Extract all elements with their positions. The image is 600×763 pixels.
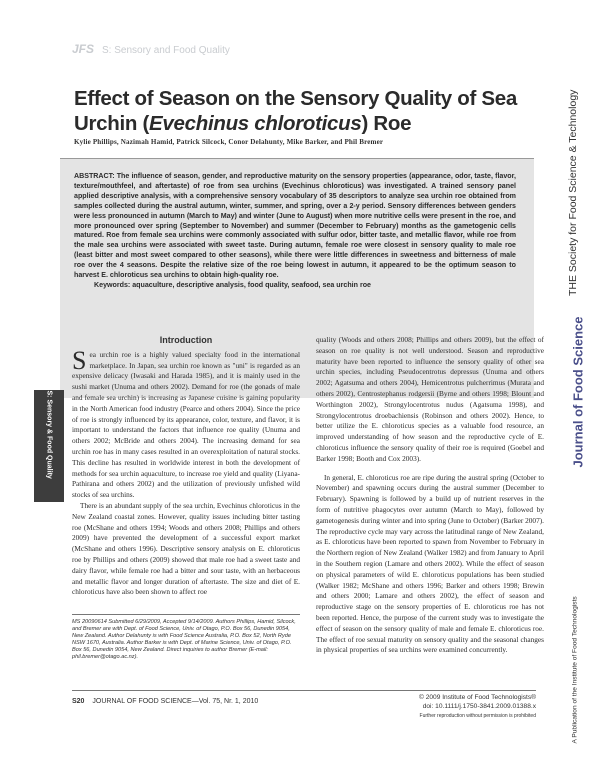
footer-divider: [72, 690, 536, 691]
page-number: S20: [72, 698, 85, 705]
reproduction-note: Further reproduction without permission is prohibited: [419, 712, 536, 719]
submission-footnote: MS 20090614 Submitted 6/29/2009, Accepted 9/14/2009. Authors Phillips, Hamid, Silcock, and Bremer are with Dept. of Food Science, Univ. of Otago, P.O. Box 56, Dunedin 9054, New Zealand. Author Delahunty is with Food Science Australia, P.O. Box 52, North Ryde NSW 1670, Australia. Author Barker is with Dept. of Marine Science, Univ. of Otago, P.O. Box 56, Dunedin 9054, New Zealand. Direct inquiries to author Bremer (E-mail: phil.bremer@otago.ac.nz).: [72, 614, 300, 661]
drop-cap: S: [72, 345, 87, 375]
keywords: Keywords: aquaculture, descriptive analysis, food quality, seafood, sea urchin roe: [94, 280, 371, 289]
intro-paragraph-3: quality (Woods and others 2008; Phillips and others 2009), but the effect of season on roe quality is not well understood. Season and reproductive maturity have been reported to influence the sensory quality of other sea urchin species, including Pseudocentrotus depressus (Unuma and others 2002; Agatsuma and others 2004), Hemicentrotus pulcherrimus (Murata and others 2002), Centrostephanus rodgersii (Byrne and others 1998; Blount and Worthington 2002), Strongylocentrotus nudus (Agatsuma 1998), and Strongylocentrotus droebachiensis (Robinson and others 2002). Hence, to better utilize the E. chloroticus species as a valuable food resource, an improved understanding of how season and the reproductive cycle of E. chloroticus influence the sensory quality of their roe is required (Goebel and Barker 1998; Booth and Cox 2003).: [316, 335, 544, 463]
intro-paragraph-1: [72, 345, 300, 501]
publication-note: [565, 510, 585, 750]
abstract-text: ABSTRACT: The influence of season, gender, and reproductive maturity on the sensory properties (appearance, odor, taste, flavor, texture/mouthfeel, and aftertaste) of roe from sea urchins (Evechinus chloroticus) was investigated. A trained sensory panel applied descriptive analysis, with a comprehensive sensory vocabulary of 35 descriptors to analyze sea urchin roe obtained from samples collected during the austral autumn, winter, summer, and spring, over a 2-y period. Sensory differences between genders were less pronounced in autumn (March to May) and winter (June to August) when more nutritive cells were present in the roe, and more pronounced over spring (September to November) and summer (December to February) months as the gametogenic cells matured. Roe from female sea urchins were commonly associated with sulfur odor, bitter taste, and metallic flavor, while roe from the male sea urchins were associated with sweet taste. During autumn, female roe were closest in sensory quality to male roe (least bitter and most sweet compared to other seasons), while there were little differences in sweetness and bitterness of male roe over the 4 seasons. Despite the relative size of the roe being lowest in autumn, it appeared to be the optimum season to harvest E. chloroticus sea urchins to obtain high-quality roe.: [74, 172, 516, 280]
publication-note-text: A Publication of the Institute of Food Technologists: [571, 596, 579, 744]
title-species: Evechinus chloroticus: [149, 112, 362, 135]
section-side-tab-text: S: Sensory & Food Quality: [45, 390, 53, 479]
intro-paragraph-2: There is an abundant supply of the sea urchin, Evechinus chloroticus in the New Zealand coastal zones. However, quality issues including bitter tasting roe (McShane and others 1994; Woods and others 2008; Phillips and others 2009) have prevented the development of a successful export market (McShane and others 1996). Descriptive sensory analysis on E. chloroticus roe by Phillips and others (2009) showed that male roe had a sweet taste and dairy flavor, while female roe had a bitter and sour taste, with an herbaceous and metallic flavor and longer duration of aftertaste. The size and diet of E. chloroticus have also been shown to affect roe: [72, 500, 300, 597]
left-column: [72, 335, 300, 598]
article-title: [74, 86, 524, 136]
intro-paragraph-1-text: ea urchin roe is a highly valued specialty food in the international marketplace. In Japan, sea urchin roe known as "uni" is regarded as an expensive delicacy (Iwasaki and Harada 1985), and it is mainly used in the sushi market (Unuma and others 2002). Demand for roe (the gonads of male and female sea urchin) is increasing as Japanese cuisine is gaining popularity in the North American food industry (Pearce and others 2004). Since the price of roe is strongly influenced by its appearance, color, texture, and flavor, it is important to understand the factors that influence roe quality (Unuma and others 2002; McBride and others 2004). The increasing demand for sea urchin roe has in many cases resulted in an overexploitation of natural stocks. This decline has resulted in worldwide interest in both the development of methods for sea urchin aquaculture, to increase roe yield and quality (Liyana-Pathirana and others 2002) and the utilization of previously unfished wild stocks of sea urchins.: [72, 349, 300, 500]
journal-logo: [563, 316, 593, 480]
jfs-logo: JFS: [72, 42, 95, 56]
society-banner: [563, 60, 583, 300]
intro-paragraph-4: In general, E. chloroticus roe are ripe during the austral spring (October to November) and spawning occurs during the austral summer (December to February). Spawning is followed by a build up of nutrient reserves in the form of nutritive phagocytes over autumn (March to May), followed by gametogenesis during winter and into spring (June to October) (Barker 2007). The reproductive cycle may vary across the latitudinal range of New Zealand, as E. chloroticus have been reported to spawn from November to February in the Northern region of New Zealand (Walker 1982) and from January to April in the Southern region (Lamare and others 2002). While the effect of season on physical parameters of wild E. chloroticus populations has been studied (Walker 1982; McShane and others 1996; Barker and others 1998; Brewin and others 2000; Lamare and others 2002), the effect of season and reproductive stage on the sensory properties of E. chloroticus roe has not been reported. Hence, the purpose of the current study was to investigate the effect of season on the sensory quality of male and female E. chloroticus roe. The effect of roe sexual maturity on sensory quality and the seasonal changes in physical properties of sea urchins were examined concurrently.: [316, 472, 544, 655]
journal-header: [72, 42, 230, 56]
journal-logo-text: Journal of Food Science: [570, 316, 586, 468]
title-part1: Effect of Season on the Sensory Quality of Sea Urchin (: [74, 87, 517, 135]
page-footer: [72, 698, 258, 705]
title-part2: ) Roe: [361, 112, 412, 135]
section-side-tab: [34, 390, 64, 502]
author-list: Kylie Phillips, Nazimah Hamid, Patrick Silcock, Conor Delahunty, Mike Barker, and Phil Bremer: [74, 138, 384, 146]
section-label: S: Sensory and Food Quality: [102, 45, 230, 56]
section-heading-introduction: Introduction: [159, 335, 213, 345]
copyright: © 2009 Institute of Food Technologists®: [419, 694, 536, 701]
right-column: [316, 335, 544, 656]
society-banner-text: THE Society for Food Science & Technology: [567, 89, 579, 296]
doi: doi: 10.1111/j.1750-3841.2009.01388.x: [422, 702, 536, 710]
journal-citation: JOURNAL OF FOOD SCIENCE—Vol. 75, Nr. 1, 2010: [92, 698, 259, 705]
copyright-block: [390, 694, 536, 720]
